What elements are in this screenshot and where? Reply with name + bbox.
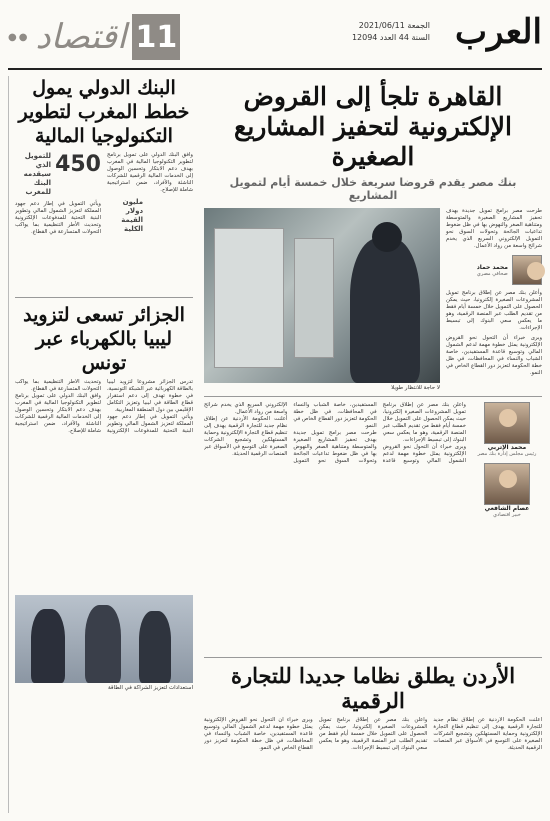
main-body-text: طرحت مصر برامج تمويل جديدة بهدف تحفيز المشاريع الصغيرة والمتوسطة ومتناهية الصغر والنهوض بها في ظل ضغوط تداعيات الجائحة وتحولات السوق نحو التمويل الإلكتروني السريع الذي يخدم شرائح واسعة من رواد الأعمال. bbox=[204, 402, 377, 464]
portraits-column bbox=[472, 402, 542, 652]
main-body-text: أعلنت الحكومة الأردنية عن إطلاق نظام جديد للتجارة الرقمية يهدف إلى تنظيم قطاع التجارة الإلكترونية وحماية المستهلكين وتشجيع الشركات الصغيرة على التوسع في الأسواق عبر المنصات الرقمية الحديثة. bbox=[204, 416, 288, 457]
divider bbox=[15, 297, 193, 298]
divider bbox=[204, 657, 542, 658]
issue-date: الجمعة 2021/06/11 bbox=[358, 21, 430, 30]
person-silhouette bbox=[85, 605, 121, 683]
side-body-columns-2 bbox=[15, 379, 193, 589]
page-header bbox=[8, 6, 542, 70]
portrait-role: خبير اقتصادي bbox=[493, 512, 521, 518]
page-number: 11 bbox=[132, 14, 180, 60]
bottom-body-columns bbox=[204, 717, 542, 817]
main-body-text: وأعلن بنك مصر عن إطلاق برنامج تمويل المشروعات الصغيرة إلكترونيا، حيث يمكن الحصول على التمويل خلال خمسة أيام فقط من تقديم الطلب عبر المنصة الرقمية، وهو ما يعكس سعي البنوك إلى تبسيط الإجراءات. bbox=[446, 290, 542, 331]
quote-number: 450 bbox=[55, 152, 101, 177]
main-body-text: طرحت مصر برامج تمويل جديدة بهدف تحفيز المشاريع الصغيرة والمتوسطة ومتناهية الصغر والنهوض بها في ظل ضغوط تداعيات الجائحة وتحولات السوق نحو التمويل الإلكتروني السريع الذي يخدم شرائح واسعة من رواد الأعمال. bbox=[446, 208, 542, 249]
main-photo bbox=[204, 208, 440, 383]
main-top-row bbox=[204, 208, 542, 391]
side-articles bbox=[8, 76, 193, 813]
section-title: اقتصاد bbox=[35, 17, 127, 57]
dots-decoration: ●● bbox=[8, 31, 30, 43]
portrait-name: محمد الإتربي bbox=[487, 444, 527, 451]
issue-number: السنة 44 العدد 12094 bbox=[351, 33, 430, 42]
main-headline: القاهرة تلجأ إلى القروض الإلكترونية لتحفيز المشاريع الصغيرة bbox=[234, 82, 512, 171]
atm-machine-shape bbox=[214, 228, 284, 368]
person-silhouette bbox=[31, 609, 65, 683]
issue-info bbox=[352, 20, 430, 44]
side-body-text: ويأتي التمويل في إطار دعم جهود المملكة لتعزيز الشمول المالي وتطوير البنية التحتية للمدفوعات الإلكترونية وتحديث الأطر التنظيمية بما يواكب التحولات المتسارعة في القطاع. bbox=[15, 379, 193, 434]
main-photo-caption: لا حاجة للانتظار طويلا bbox=[391, 385, 440, 391]
byline-name: محمد حماد bbox=[476, 263, 508, 271]
main-body-text: وأعلن بنك مصر عن إطلاق برنامج تمويل المشروعات الصغيرة إلكترونيا، حيث يمكن الحصول على التمويل خلال خمسة أيام فقط من تقديم الطلب عبر المنصة الرقمية، وهو ما يعكس سعي البنوك إلى تبسيط الإجراءات. bbox=[382, 402, 466, 443]
section-banner bbox=[8, 10, 180, 64]
person-silhouette bbox=[139, 611, 171, 683]
portrait-name: عصام الشافعي bbox=[484, 505, 530, 512]
portrait-photo bbox=[484, 402, 530, 444]
side-headline-2: الجزائر تسعى لتزويد ليبيا بالكهرباء عبر تونس bbox=[23, 304, 185, 374]
side-body-text: ويأتي التمويل في إطار دعم جهود المملكة لتعزيز الشمول المالي وتطوير البنية التحتية للمدفوعات الإلكترونية وتحديث الأطر التنظيمية بما يواكب التحولات المتسارعة في القطاع. bbox=[15, 201, 101, 235]
masthead-logo: العرب bbox=[455, 12, 542, 52]
bottom-body-text: وأعلن بنك مصر عن إطلاق برنامج تمويل المشروعات الصغيرة إلكترونيا، حيث يمكن الحصول على التمويل خلال خمسة أيام فقط من تقديم الطلب عبر المنصة الرقمية، وهو ما يعكس سعي البنوك إلى تبسيط الإجراءات. bbox=[318, 717, 428, 751]
side-body-text: وافق البنك الدولي على تمويل برنامج لتطوير التكنولوجيا المالية في المغرب بهدف دعم الابتكار وتحسين الوصول إلى الخدمات المالية الرقمية للشركات الناشئة والأفراد، ضمن استراتيجية شاملة للإصلاح. bbox=[107, 152, 193, 193]
author-avatar bbox=[512, 255, 542, 285]
byline-role: صحافي مصري bbox=[476, 270, 508, 277]
main-middle-row bbox=[204, 402, 542, 652]
side-body-text: وافق البنك الدولي على تمويل برنامج لتطوير التكنولوجيا المالية في المغرب بهدف دعم الابتكار وتحسين الوصول إلى الخدمات المالية الرقمية للشركات الناشئة والأفراد، ضمن استراتيجية شاملة للإصلاح. bbox=[15, 393, 101, 434]
side-photo-caption: استعدادات لتعزيز الشراكة في الطاقة bbox=[107, 685, 193, 691]
main-intro-column bbox=[446, 208, 542, 391]
bottom-headline: الأردن يطلق نظاما جديدا للتجارة الرقمية bbox=[230, 663, 516, 713]
main-subheadline: بنك مصر يقدم قروضا سريعة خلال خمسة أيام لتمويل المشاريع bbox=[229, 176, 517, 202]
atm-machine-shape bbox=[294, 238, 334, 358]
main-body-columns bbox=[204, 402, 466, 652]
side-headline: البنك الدولي يمول خطط المغرب لتطوير التكنولوجيا المالية bbox=[18, 77, 190, 147]
side-body-text: تدرس الجزائر مشروعا لتزويد ليبيا بالطاقة الكهربائية عبر الشبكة التونسية، في خطوة تهدف إلى دعم استقرار قطاع الطاقة في ليبيا وتعزيز التكامل الإقليمي بين دول المنطقة المغاربية. bbox=[107, 379, 193, 413]
bottom-body-text: أعلنت الحكومة الأردنية عن إطلاق نظام جديد للتجارة الرقمية يهدف إلى تنظيم قطاع التجارة الإلكترونية وحماية المستهلكين وتشجيع الشركات الصغيرة على التوسع في الأسواق عبر المنصات الرقمية الحديثة. bbox=[433, 717, 542, 751]
main-photo-column bbox=[204, 208, 440, 391]
side-photo bbox=[15, 595, 193, 683]
quote-text: مليون دولار القيمة الكلية للتمويل الذي سيقدمه البنك للمغرب bbox=[23, 152, 144, 233]
portrait-block bbox=[472, 463, 542, 518]
divider bbox=[204, 396, 542, 397]
main-body-text: ويرى خبراء أن التحول نحو القروض الإلكترونية يمثل خطوة مهمة لدعم الشمول المالي وتوسيع قاعدة المستفيدين، خاصة الشباب والنساء في المحافظات، في ظل خطة الحكومة لتعزيز دور القطاع الخاص في النمو. bbox=[446, 335, 542, 376]
main-body-text: ويرى خبراء أن التحول نحو القروض الإلكترونية يمثل خطوة مهمة لدعم الشمول المالي وتوسيع قاعدة المستفيدين، خاصة الشباب والنساء في المحافظات، في ظل خطة الحكومة لتعزيز دور القطاع الخاص في النمو. bbox=[293, 402, 466, 464]
main-article bbox=[204, 76, 542, 813]
byline bbox=[446, 255, 542, 285]
person-silhouette bbox=[350, 238, 420, 383]
person-head-shape bbox=[372, 222, 402, 252]
portrait-block bbox=[472, 402, 542, 457]
portrait-role: رئيس مجلس إدارة بنك مصر bbox=[477, 451, 537, 457]
side-body-columns bbox=[15, 152, 193, 292]
portrait-photo bbox=[484, 463, 530, 505]
bottom-body-text: ويرى خبراء أن التحول نحو القروض الإلكترونية يمثل خطوة مهمة لدعم الشمول المالي وتوسيع قاعدة المستفيدين، خاصة الشباب والنساء في المحافظات، في ظل خطة الحكومة لتعزيز دور القطاع الخاص في النمو. bbox=[204, 717, 313, 751]
